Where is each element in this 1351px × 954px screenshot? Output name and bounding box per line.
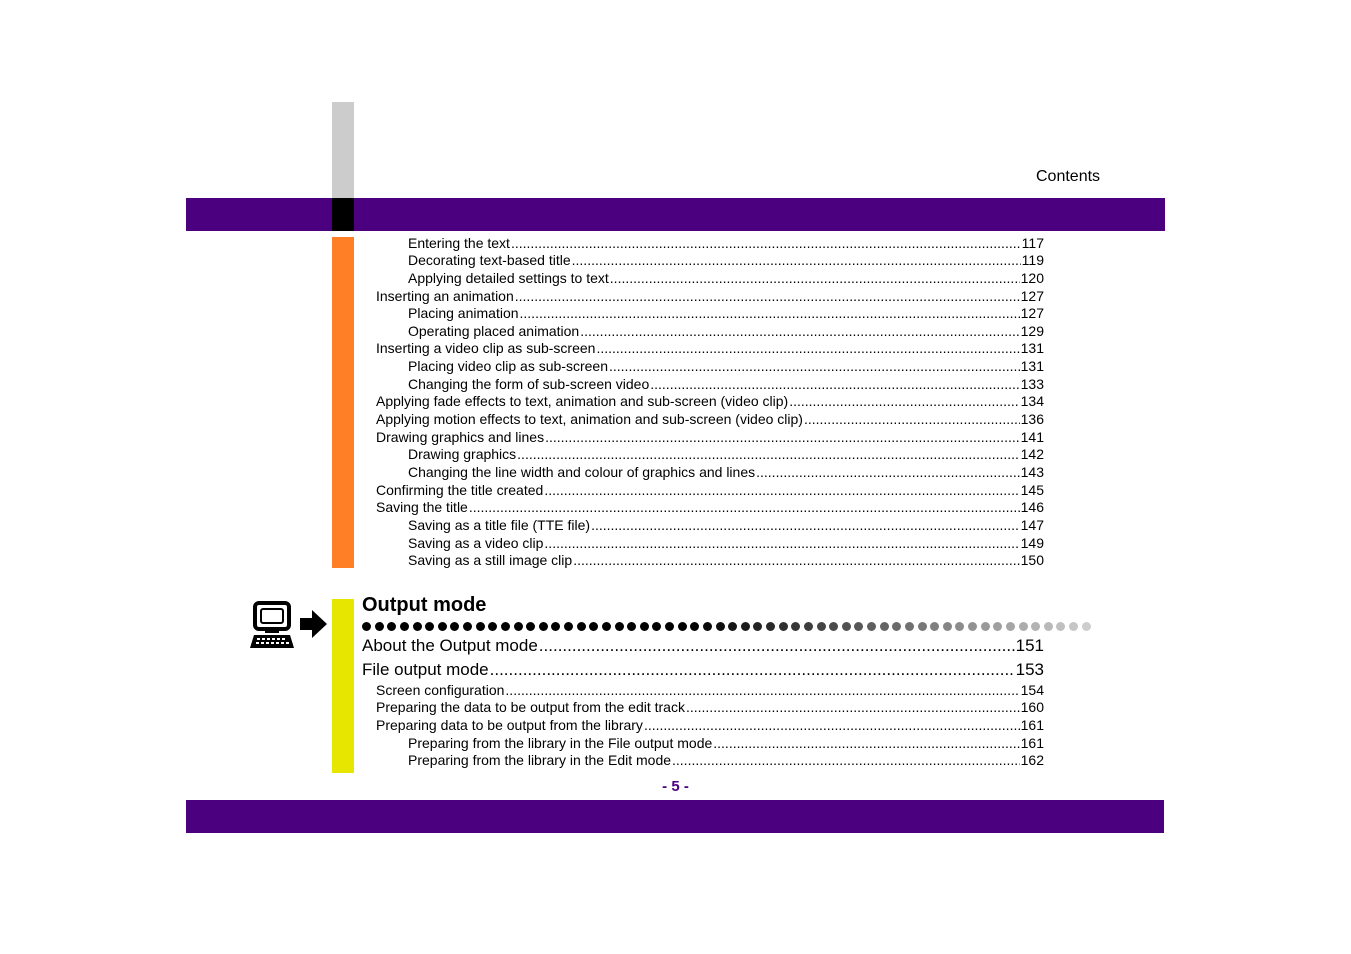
divider-dot — [741, 622, 750, 631]
toc-entry[interactable] — [376, 339, 1044, 357]
toc-entry[interactable] — [376, 287, 1044, 305]
divider-dot — [665, 622, 674, 631]
toc-entry[interactable] — [408, 445, 1044, 463]
toc-entry-title: Applying fade effects to text, animation and sub-screen (video clip) — [376, 393, 789, 409]
toc-entry-page: 120 — [1020, 270, 1044, 286]
divider-dot — [577, 622, 586, 631]
toc-entry-title: Changing the line width and colour of graphics and lines — [408, 464, 756, 480]
toc-entry-page: 150 — [1020, 552, 1044, 568]
toc-entry[interactable] — [408, 534, 1044, 552]
divider-dot — [640, 622, 649, 631]
divider-dot — [993, 622, 1002, 631]
toc-entry-title: Saving the title — [376, 499, 468, 515]
toc-entry-page: 161 — [1020, 735, 1044, 751]
toc-dot-leader — [539, 635, 1015, 657]
divider-dot — [766, 622, 775, 631]
toc-entry-page: 136 — [1020, 411, 1044, 427]
divider-dot — [842, 622, 851, 631]
toc-entry[interactable] — [376, 698, 1044, 716]
toc-entry[interactable] — [376, 410, 1044, 428]
toc-entry[interactable] — [376, 716, 1044, 734]
divider-dot — [362, 622, 371, 631]
toc-dot-leader — [644, 716, 1020, 734]
yellow-chapter-tab — [332, 599, 354, 773]
divider-dot — [753, 622, 762, 631]
toc-dot-leader — [789, 392, 1019, 410]
section-title: Output mode — [362, 594, 487, 616]
toc-entry-page: 134 — [1020, 393, 1044, 409]
bottom-footer-band — [186, 800, 1164, 833]
toc-entry-page: 149 — [1020, 535, 1044, 551]
divider-dot — [501, 622, 510, 631]
divider-dot — [728, 622, 737, 631]
toc-entry[interactable] — [408, 322, 1044, 340]
divider-dot — [905, 622, 914, 631]
divider-dot — [589, 622, 598, 631]
divider-dot — [892, 622, 901, 631]
toc-entry[interactable] — [408, 751, 1044, 769]
toc-dot-leader — [596, 339, 1019, 357]
divider-dot — [387, 622, 396, 631]
divider-dot — [1069, 622, 1078, 631]
toc-entry-title: Drawing graphics — [408, 446, 517, 462]
toc-entry-title: Operating placed animation — [408, 323, 580, 339]
divider-dot — [804, 622, 813, 631]
divider-dot — [375, 622, 384, 631]
divider-dot — [981, 622, 990, 631]
divider-dot — [716, 622, 725, 631]
toc-entry-title: Placing animation — [408, 305, 519, 321]
divider-dot — [930, 622, 939, 631]
divider-dot — [602, 622, 611, 631]
divider-dot — [400, 622, 409, 631]
toc-entry-title: Preparing from the library in the File output mode — [408, 735, 713, 751]
divider-dot — [678, 622, 687, 631]
divider-dot — [854, 622, 863, 631]
page-header-label: Contents — [1036, 168, 1101, 185]
toc-dot-leader — [490, 659, 1015, 681]
divider-dot — [968, 622, 977, 631]
toc-dot-leader — [580, 322, 1019, 340]
toc-entry-title: Decorating text-based title — [408, 252, 571, 268]
toc-entry[interactable] — [376, 428, 1044, 446]
toc-dot-leader — [505, 681, 1019, 699]
toc-entry[interactable] — [376, 392, 1044, 410]
toc-entry[interactable] — [362, 659, 1044, 681]
toc-dot-leader — [610, 269, 1020, 287]
section-dot-divider — [362, 618, 1098, 634]
divider-dot — [690, 622, 699, 631]
black-tab-marker — [332, 198, 354, 231]
toc-entry-title: Saving as a video clip — [408, 535, 544, 551]
divider-dot — [450, 622, 459, 631]
toc-entry-page: 162 — [1020, 752, 1044, 768]
toc-entry[interactable] — [408, 463, 1044, 481]
divider-dot — [817, 622, 826, 631]
toc-dot-leader — [650, 375, 1019, 393]
divider-dot — [791, 622, 800, 631]
toc-entry-page: 131 — [1020, 340, 1044, 356]
toc-entry[interactable] — [408, 304, 1044, 322]
toc-entry[interactable] — [376, 498, 1044, 516]
toc-entry-page: 146 — [1020, 499, 1044, 515]
toc-dot-leader — [572, 251, 1021, 269]
toc-dot-leader — [517, 445, 1019, 463]
toc-entry-title: File output mode — [362, 660, 489, 679]
toc-entry-page: 145 — [1020, 482, 1044, 498]
divider-dot — [652, 622, 661, 631]
toc-entry[interactable] — [362, 635, 1044, 657]
toc-entry[interactable] — [408, 357, 1044, 375]
toc-dot-leader — [544, 534, 1019, 552]
toc-entry-page: 133 — [1020, 376, 1044, 392]
toc-dot-leader — [511, 234, 1021, 252]
toc-entry-page: 153 — [1015, 660, 1044, 679]
divider-dot — [615, 622, 624, 631]
toc-entry-title: Inserting an animation — [376, 288, 514, 304]
toc-dot-leader — [686, 698, 1020, 716]
computer-arrow-icon — [248, 600, 330, 654]
toc-entry-page: 142 — [1020, 446, 1044, 462]
divider-dot — [425, 622, 434, 631]
toc-entry-page: 127 — [1020, 305, 1044, 321]
toc-entry-page: 119 — [1021, 252, 1044, 268]
toc-entry-page: 131 — [1020, 358, 1044, 374]
toc-entry-page: 117 — [1021, 235, 1044, 251]
toc-dot-leader — [756, 463, 1020, 481]
toc-entry-page: 129 — [1020, 323, 1044, 339]
divider-dot — [955, 622, 964, 631]
divider-dot — [526, 622, 535, 631]
toc-entry-title: Preparing from the library in the Edit mode — [408, 752, 672, 768]
divider-dot — [564, 622, 573, 631]
divider-dot — [1082, 622, 1091, 631]
toc-entry-page: 154 — [1020, 682, 1044, 698]
toc-entry[interactable] — [376, 681, 1044, 699]
toc-entry-title: Inserting a video clip as sub-screen — [376, 340, 596, 356]
divider-dot — [438, 622, 447, 631]
toc-entry-title: About the Output mode — [362, 636, 538, 655]
orange-chapter-tab — [332, 237, 354, 568]
toc-entry-page: 161 — [1020, 717, 1044, 733]
divider-dot — [413, 622, 422, 631]
toc-entry[interactable] — [408, 234, 1044, 252]
toc-entry-title: Applying detailed settings to text — [408, 270, 609, 286]
divider-dot — [476, 622, 485, 631]
divider-dot — [779, 622, 788, 631]
toc-dot-leader — [544, 481, 1019, 499]
toc-entry-page: 151 — [1015, 636, 1044, 655]
toc-dot-leader — [520, 304, 1020, 322]
toc-entry-title: Drawing graphics and lines — [376, 429, 545, 445]
divider-dot — [1044, 622, 1053, 631]
toc-entry-title: Confirming the title created — [376, 482, 544, 498]
divider-dot — [627, 622, 636, 631]
divider-dot — [1019, 622, 1028, 631]
toc-dot-leader — [469, 498, 1020, 516]
toc-entry-title: Placing video clip as sub-screen — [408, 358, 608, 374]
divider-dot — [918, 622, 927, 631]
divider-dot — [1056, 622, 1065, 631]
divider-dot — [703, 622, 712, 631]
toc-dot-leader — [515, 287, 1020, 305]
toc-entry-title: Preparing data to be output from the library — [376, 717, 643, 733]
toc-dot-leader — [573, 551, 1019, 569]
divider-dot — [551, 622, 560, 631]
toc-entry-page: 141 — [1020, 429, 1044, 445]
divider-dot — [463, 622, 472, 631]
toc-entry[interactable] — [408, 734, 1044, 752]
toc-entry-page: 143 — [1020, 464, 1044, 480]
toc-entry-title: Saving as a title file (TTE file) — [408, 517, 591, 533]
toc-dot-leader — [591, 516, 1020, 534]
toc-entry[interactable] — [376, 481, 1044, 499]
toc-entry[interactable] — [408, 516, 1044, 534]
divider-dot — [1031, 622, 1040, 631]
toc-entry[interactable] — [408, 269, 1044, 287]
toc-dot-leader — [713, 734, 1019, 752]
toc-entry-title: Entering the text — [408, 235, 510, 251]
divider-dot — [488, 622, 497, 631]
toc-entry-title: Preparing the data to be output from the edit track — [376, 699, 685, 715]
divider-dot — [880, 622, 889, 631]
toc-entry-page: 160 — [1020, 699, 1044, 715]
toc-dot-leader — [804, 410, 1020, 428]
toc-entry[interactable] — [408, 251, 1044, 269]
divider-dot — [867, 622, 876, 631]
page-number: - 5 - — [662, 778, 689, 795]
toc-entry-title: Saving as a still image clip — [408, 552, 573, 568]
toc-entry[interactable] — [408, 551, 1044, 569]
toc-dot-leader — [545, 428, 1020, 446]
toc-entry-title: Changing the form of sub-screen video — [408, 376, 650, 392]
toc-entry-title: Screen configuration — [376, 682, 505, 698]
divider-dot — [1006, 622, 1015, 631]
toc-entry-title: Applying motion effects to text, animation and sub-screen (video clip) — [376, 411, 803, 427]
divider-dot — [514, 622, 523, 631]
toc-entry-page: 147 — [1020, 517, 1044, 533]
divider-dot — [829, 622, 838, 631]
toc-dot-leader — [609, 357, 1020, 375]
gray-tab-marker — [332, 102, 354, 198]
toc-dot-leader — [672, 751, 1020, 769]
toc-entry-page: 127 — [1020, 288, 1044, 304]
divider-dot — [539, 622, 548, 631]
toc-entry[interactable] — [408, 375, 1044, 393]
divider-dot — [943, 622, 952, 631]
